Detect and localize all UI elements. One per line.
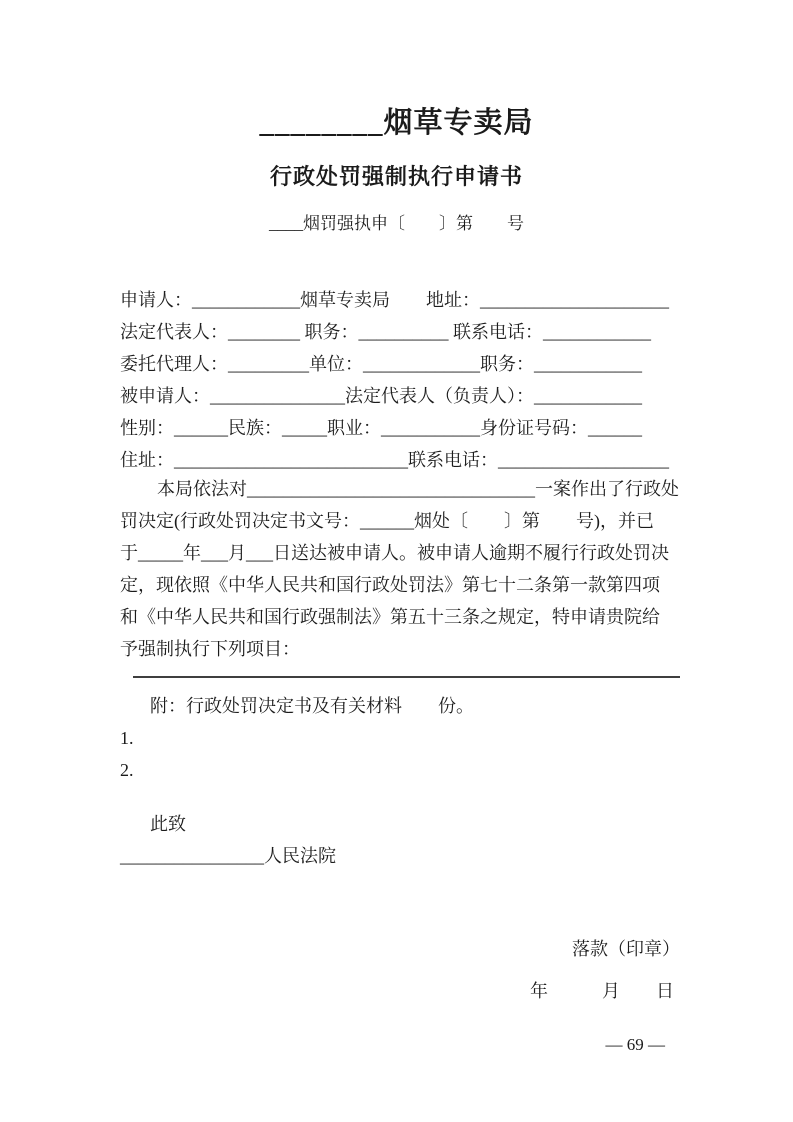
paragraph-line: 本局依法对________________________________一案作出了行政处: [157, 479, 679, 499]
application-body-paragraph: [120, 473, 682, 665]
signature-date: 年 月 日: [530, 981, 674, 1001]
paragraph-line: 罚决定(行政处罚决定书文号：______烟处〔 〕第 号)，并已: [120, 511, 654, 531]
form-line-entrusted-agent: 委托代理人：_________单位：_____________职务：____________: [120, 354, 642, 374]
org-title-line: ________烟草专卖局: [259, 107, 534, 139]
divider-line: [133, 676, 680, 678]
form-line-address-phone: 住址：__________________________联系电话：___________________: [120, 450, 669, 470]
salutation: 此致: [150, 814, 186, 834]
party-info-section: [120, 284, 682, 476]
paragraph-line: 和《中华人民共和国行政强制法》第五十三条之规定，特申请贵院给: [120, 607, 660, 627]
document-number-line: ____烟罚强执申〔 〕第 号: [269, 214, 524, 233]
attachment-item-1: 1.: [120, 728, 134, 748]
closing-section: [120, 808, 682, 872]
page-number: — 69 —: [605, 1035, 665, 1054]
attachment-line: 附：行政处罚决定书及有关材料 份。: [150, 696, 474, 716]
court-name-line: ________________人民法院: [120, 846, 336, 866]
signature-seal: 落款（印章）: [572, 939, 680, 959]
form-line-personal-details: 性别：______民族：_____职业：___________身份证号码：______: [120, 418, 642, 438]
form-line-respondent: 被申请人：_______________法定代表人（负责人）：____________: [120, 386, 642, 406]
paragraph-line: 于_____年___月___日送达被申请人。被申请人逾期不履行行政处罚决: [120, 543, 669, 563]
attachment-item-2: 2.: [120, 760, 134, 780]
form-line-legal-representative: 法定代表人：________ 职务：__________ 联系电话：____________: [120, 322, 651, 342]
document-title: 行政处罚强制执行申请书: [269, 164, 523, 189]
form-line-applicant: 申请人：____________烟草专卖局 地址：_____________________: [120, 290, 669, 310]
attachment-section: [120, 690, 682, 786]
paragraph-line: 定，现依照《中华人民共和国行政处罚法》第七十二条第一款第四项: [120, 575, 660, 595]
paragraph-line: 予强制执行下列项目：: [120, 639, 300, 659]
